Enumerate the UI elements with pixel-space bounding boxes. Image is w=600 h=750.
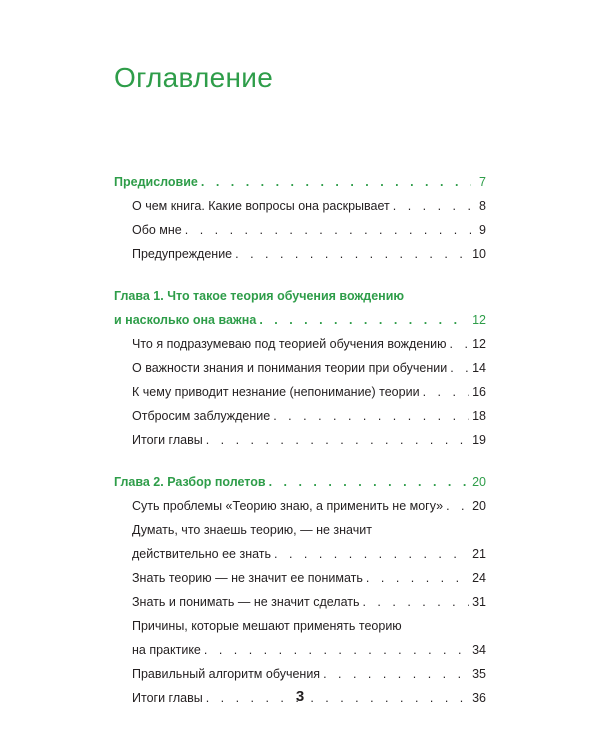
toc-section-entry[interactable] [114,428,486,452]
toc-entry-title: Предупреждение [132,247,233,261]
toc-section-entry[interactable] [114,566,486,590]
toc-entry-title: действительно ее знать [132,547,272,561]
toc-section-entry[interactable] [114,590,486,614]
dot-leader [235,242,469,266]
toc-entry-page: 31 [472,595,486,609]
toc-entry-title-line1: Глава 1. Что такое теория обучения вождению [114,289,405,303]
toc-entry-page: 9 [479,223,486,237]
table-of-contents [114,170,486,710]
toc-chapter-entry[interactable] [114,170,486,194]
dot-leader [185,218,471,242]
toc-entry-title: Знать теорию — не значит ее понимать [132,571,363,585]
toc-entry-page: 16 [472,385,486,399]
toc-section-entry[interactable] [114,218,486,242]
toc-entry-page: 7 [479,175,486,189]
dot-leader [269,470,470,494]
dot-leader [450,332,470,356]
dot-leader [423,380,470,404]
toc-chapter-entry[interactable] [114,284,486,332]
toc-entry-title: Обо мне [132,223,182,237]
dot-leader [366,566,469,590]
dot-leader [206,428,469,452]
dot-leader [393,194,471,218]
toc-entry-title: О чем книга. Какие вопросы она раскрывает [132,199,390,213]
toc-entry-title: Суть проблемы «Теорию знаю, а применить не могу» [132,499,444,513]
toc-entry-title: и насколько она важна [114,313,257,327]
toc-section-entry[interactable] [114,194,486,218]
toc-section-entry[interactable] [114,242,486,266]
toc-section-entry[interactable] [114,662,486,686]
dot-leader [323,662,469,686]
dot-leader [362,590,469,614]
toc-entry-title: на практике [132,643,201,657]
toc-entry-page: 12 [472,337,486,351]
toc-entry-title: Отбросим заблуждение [132,409,271,423]
toc-entry-title: Знать и понимать — не значит сделать [132,595,360,609]
toc-entry-page: 14 [472,361,486,375]
toc-section-entry[interactable] [114,494,486,518]
toc-entry-page: 10 [472,247,486,261]
toc-entry-title-line1: Причины, которые мешают применять теорию [132,619,402,633]
toc-entry-page: 34 [472,643,486,657]
toc-section-entry[interactable] [114,356,486,380]
toc-entry-title: Предисловие [114,175,198,189]
toc-entry-page: 20 [472,499,486,513]
toc-entry-page: 19 [472,433,486,447]
toc-chapter-entry[interactable] [114,470,486,494]
toc-entry-page: 35 [472,667,486,681]
page-title: Оглавление [114,62,274,93]
toc-entry-title: Правильный алгоритм обучения [132,667,321,681]
dot-leader [204,638,469,662]
dot-leader [201,170,471,194]
page-number: 3 [295,688,305,705]
toc-entry-page: 8 [479,199,486,213]
toc-section-entry[interactable] [114,518,486,566]
toc-entry-page: 20 [472,475,486,489]
toc-section-entry[interactable] [114,614,486,662]
toc-entry-title: Что я подразумеваю под теорией обучения вождению [132,337,447,351]
dot-leader [446,494,469,518]
toc-entry-page: 12 [472,313,486,327]
toc-entry-title: Итоги главы [132,691,203,705]
dot-leader [274,542,469,566]
dot-leader [273,404,469,428]
toc-entry-title: Итоги главы [132,433,203,447]
toc-entry-title: О важности знания и понимания теории при обучении [132,361,448,375]
toc-entry-page: 21 [472,547,486,561]
toc-entry-page: 36 [472,691,486,705]
chapter-gap [114,266,486,284]
toc-section-entry[interactable] [114,404,486,428]
toc-entry-title: К чему приводит незнание (непонимание) теории [132,385,420,399]
dot-leader [259,308,469,332]
chapter-gap [114,452,486,470]
toc-section-entry[interactable] [114,332,486,356]
toc-entry-page: 24 [472,571,486,585]
dot-leader [450,356,469,380]
toc-entry-title-line1: Думать, что знаешь теорию, — не значит [132,523,372,537]
toc-entry-page: 18 [472,409,486,423]
toc-section-entry[interactable] [114,380,486,404]
toc-entry-title: Глава 2. Разбор полетов [114,475,266,489]
